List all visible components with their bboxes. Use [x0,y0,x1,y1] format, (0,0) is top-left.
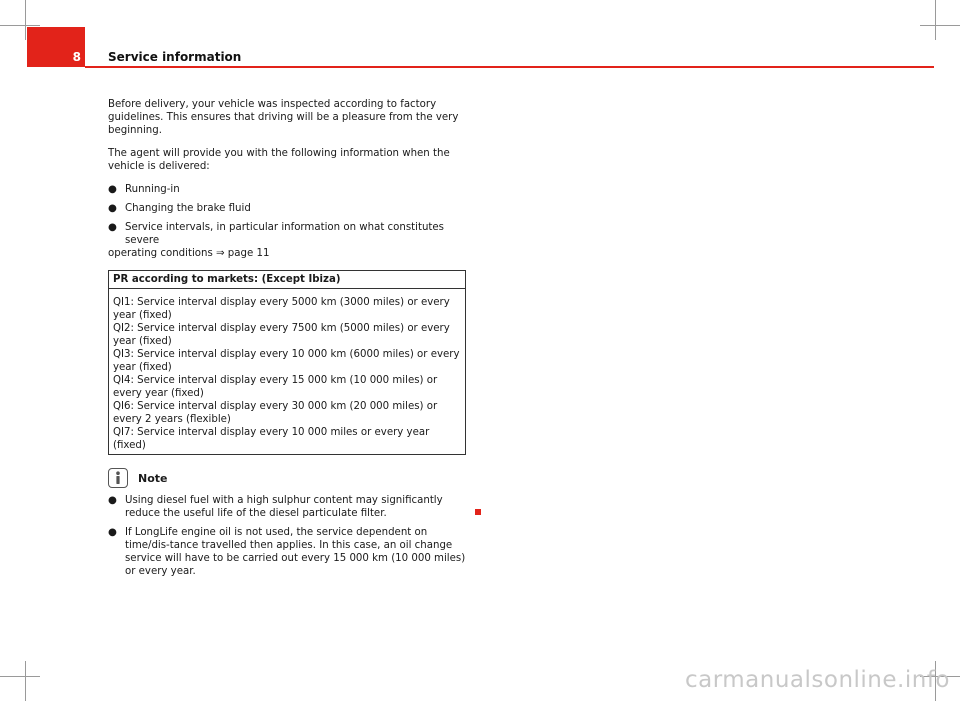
crop-mark [25,661,26,701]
table-header: PR according to markets: (Except Ibiza) [109,271,465,289]
crop-mark [935,0,936,40]
bullet-icon: ● [108,495,117,506]
main-content [108,98,466,584]
bullet-icon: ● [108,222,117,233]
note-heading [108,468,466,488]
note-title: Note [138,471,168,485]
list-item [108,183,466,196]
info-icon [108,468,128,488]
bullet-icon: ● [108,203,117,214]
table-row: QI7: Service interval display every 10 000 miles or every year (fixed) [113,427,430,451]
bullet-icon: ● [108,184,117,195]
list-item-text: Service intervals, in particular information on what constitutes severe [125,222,444,246]
table-row: QI3: Service interval display every 10 000 km (6000 miles) or every year (fixed) [113,349,460,373]
list-item-text: Running-in [125,184,180,195]
note-item [108,494,466,520]
note-item-text: Using diesel fuel with a high sulphur content may significantly reduce the useful life of the diesel particulate filter. [125,495,443,519]
intro-paragraph: The agent will provide you with the following information when the vehicle is delivered: [108,148,450,172]
list-item [108,221,466,247]
list-item-continuation: operating conditions ⇒ page 11 [108,248,270,259]
header-rule [85,66,934,68]
bullet-icon: ● [108,527,117,538]
watermark: carmanualsonline.info [684,667,950,693]
list-item-text: Changing the brake fluid [125,203,251,214]
list-item [108,202,466,215]
note-item-text: If LongLife engine oil is not used, the service dependent on time/dis-tance travelled then applies. In this case, an oil change service will have to be carried out every 15 000 km (10 000 miles) or every year. [125,527,466,577]
service-interval-table [108,270,466,455]
table-row: QI2: Service interval display every 7500 km (5000 miles) or every year (fixed) [113,323,450,347]
page-number: 8 [72,50,81,64]
note-item [108,526,466,578]
crop-mark [0,676,40,677]
table-row: QI4: Service interval display every 15 000 km (10 000 miles) or every year (fixed) [113,375,438,399]
crop-mark [25,0,26,40]
table-body [109,289,465,454]
crop-mark [920,25,960,26]
intro-paragraph: Before delivery, your vehicle was inspected according to factory guidelines. This ensures that driving will be a pleasure from the very beginning. [108,99,459,136]
section-end-mark [475,509,481,515]
table-row: QI6: Service interval display every 30 000 km (20 000 miles) or every 2 years (flexible) [113,401,438,425]
crop-mark [0,25,40,26]
table-row: QI1: Service interval display every 5000 km (3000 miles) or every year (fixed) [113,297,450,321]
page-title: Service information [108,50,242,64]
